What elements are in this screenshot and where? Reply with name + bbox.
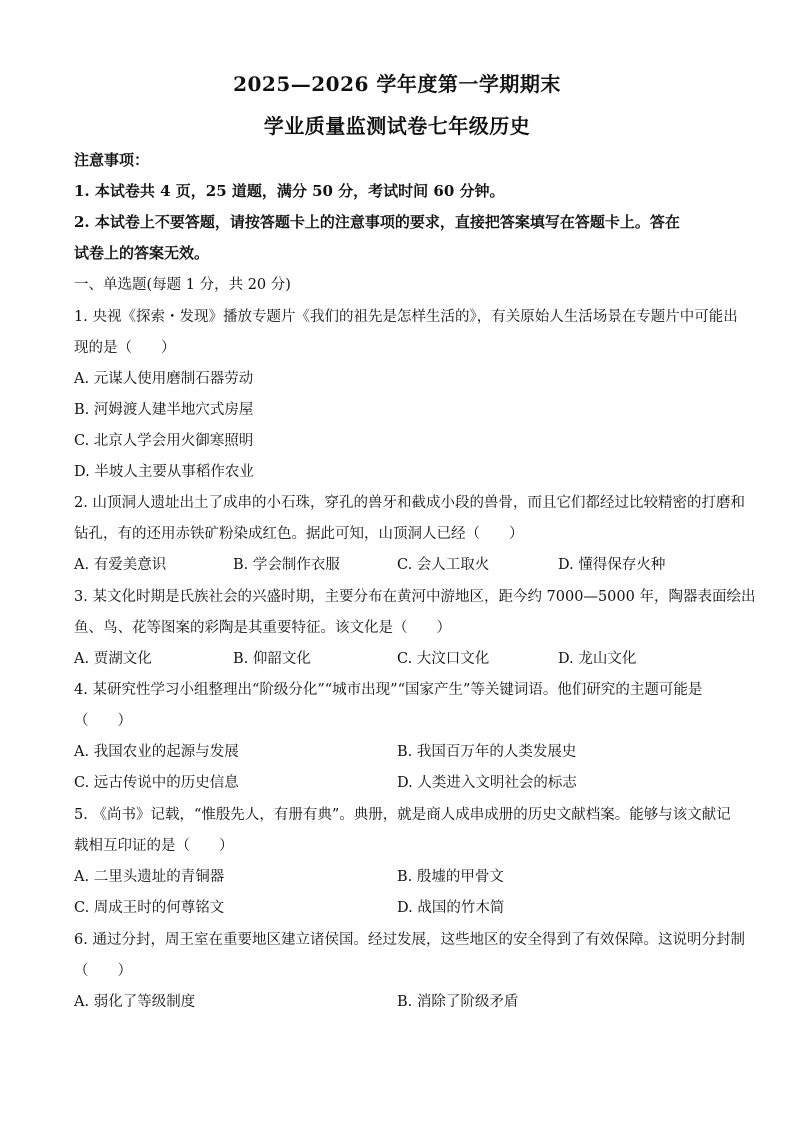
- question-5-stem-line1: 5. 《尚书》记载，“惟殷先人，有册有典”。典册，就是商人成串成册的历史文献档案。能够与该文献记: [74, 807, 731, 823]
- question-2-stem-line1: 2. 山顶洞人遗址出土了成串的小石珠，穿孔的兽牙和截成小段的兽骨，而且它们都经过比较精密的打磨和: [74, 495, 745, 511]
- notice-item-2-line1: 2. 本试卷上不要答题，请按答题卡上的注意事项的要求，直接把答案填写在答题卡上。答在: [74, 213, 680, 231]
- question-2-option-d[interactable]: D. 懂得保存火种: [558, 557, 666, 573]
- question-4-stem-line2: （ ）: [74, 713, 132, 729]
- question-4-option-d[interactable]: D. 人类进入文明社会的标志: [397, 775, 577, 791]
- question-3-stem-line2: 鱼、鸟、花等图案的彩陶是其重要特征。该文化是（ ）: [74, 620, 451, 636]
- question-6-option-a[interactable]: A. 弱化了等级制度: [74, 994, 196, 1010]
- notice-heading: 注意事项：: [74, 151, 150, 169]
- question-1-stem-line2: 现的是（ ）: [74, 340, 176, 356]
- question-6-option-b[interactable]: B. 消除了阶级矛盾: [397, 994, 519, 1010]
- question-6-stem-line2: （ ）: [74, 963, 132, 979]
- exam-title-line2: 学业质量监测试卷七年级历史: [263, 114, 531, 138]
- question-2-option-c[interactable]: C. 会人工取火: [397, 557, 490, 573]
- exam-title-line1: 2025—2026 学年度第一学期期末: [233, 72, 561, 96]
- question-1-option-a[interactable]: A. 元谋人使用磨制石器劳动: [74, 371, 254, 387]
- question-1-option-b[interactable]: B. 河姆渡人建半地穴式房屋: [74, 402, 254, 418]
- section-title: 一、单选题(每题 1 分，共 20 分): [74, 277, 291, 293]
- question-4-option-a[interactable]: A. 我国农业的起源与发展: [74, 744, 239, 760]
- question-1-option-c[interactable]: C. 北京人学会用火御寒照明: [74, 433, 254, 449]
- question-5-option-d[interactable]: D. 战国的竹木简: [397, 900, 505, 916]
- question-4-option-b[interactable]: B. 我国百万年的人类发展史: [397, 744, 577, 760]
- question-3-stem-line1: 3. 某文化时期是氏族社会的兴盛时期，主要分布在黄河中游地区，距今约 7000—5000 年，陶器表面绘出: [74, 589, 756, 605]
- question-4-stem-line1: 4. 某研究性学习小组整理出“阶级分化”“城市出现”“国家产生”等关键词语。他们研究的主题可能是: [74, 682, 703, 698]
- question-1-stem-line1: 1. 央视《探索・发现》播放专题片《我们的祖先是怎样生活的》，有关原始人生活场景在专题片中可能出: [74, 309, 738, 325]
- question-5-option-a[interactable]: A. 二里头遗址的青铜器: [74, 869, 225, 885]
- notice-item-1: 1. 本试卷共 4 页，25 道题，满分 50 分，考试时间 60 分钟。: [74, 182, 505, 200]
- question-3-option-c[interactable]: C. 大汶口文化: [397, 651, 490, 667]
- question-3-option-a[interactable]: A. 贾湖文化: [74, 651, 152, 667]
- question-3-option-b[interactable]: B. 仰韶文化: [233, 651, 311, 667]
- question-4-option-c[interactable]: C. 远古传说中的历史信息: [74, 775, 239, 791]
- question-2-option-b[interactable]: B. 学会制作衣服: [233, 557, 340, 573]
- question-5-option-c[interactable]: C. 周成王时的何尊铭文: [74, 900, 225, 916]
- question-3-option-d[interactable]: D. 龙山文化: [558, 651, 637, 667]
- question-2-stem-line2: 钻孔，有的还用赤铁矿粉染成红色。据此可知，山顶洞人已经（ ）: [74, 526, 524, 542]
- question-1-option-d[interactable]: D. 半坡人主要从事稻作农业: [74, 464, 254, 480]
- question-5-option-b[interactable]: B. 殷墟的甲骨文: [397, 869, 504, 885]
- question-2-option-a[interactable]: A. 有爱美意识: [74, 557, 167, 573]
- notice-item-2-line2: 试卷上的答案无效。: [74, 244, 210, 262]
- question-5-stem-line2: 载相互印证的是（ ）: [74, 838, 234, 854]
- question-6-stem-line1: 6. 通过分封，周王室在重要地区建立诸侯国。经过发展，这些地区的安全得到了有效保障。这说明分封制: [74, 932, 745, 948]
